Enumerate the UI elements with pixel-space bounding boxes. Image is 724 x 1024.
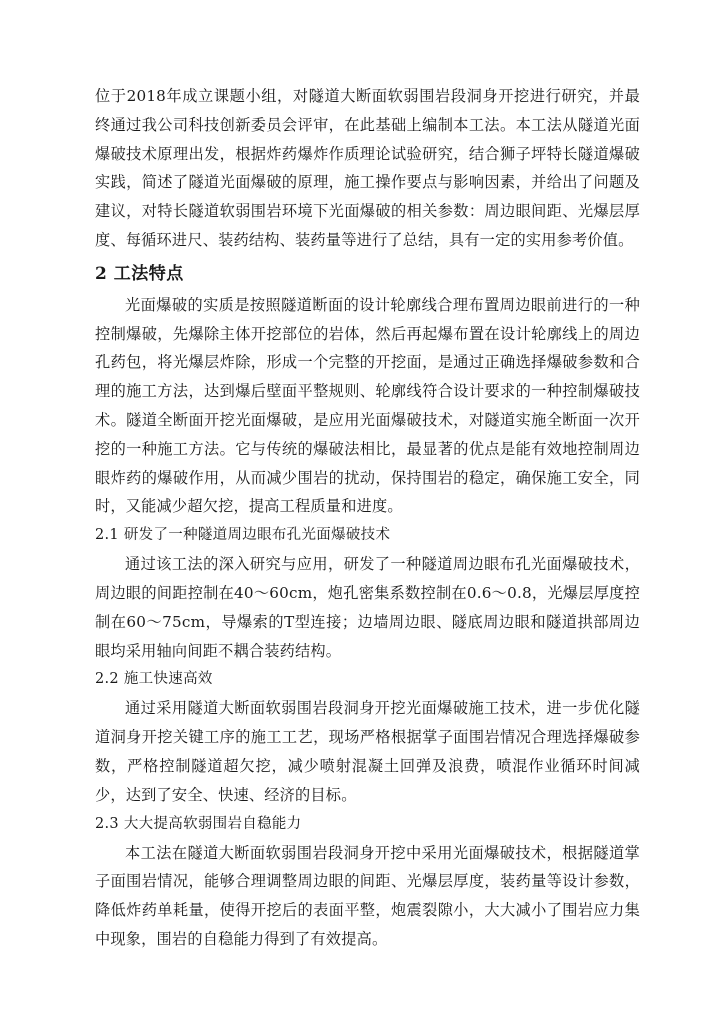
- document-page: [95, 82, 640, 954]
- section-2-paragraph: 光面爆破的实质是按照隧道断面的设计轮廓线合理布置周边眼前进行的一种控制爆破，先爆除主体开挖部位的岩体，然后再起爆布置在设计轮廓线上的周边孔药包，将光爆层炸除，形成一个完整的开挖面，是通过正确选择爆破参数和合理的施工方法，达到爆后壁面平整规则、轮廓线符合设计要求的一种控制爆破技术。隧道全断面开挖光面爆破，是应用光面爆破技术，对隧道实施全断面一次开挖的一种施工方法。它与传统的爆破法相比，最显著的优点是能有效地控制周边眼炸药的爆破作用，从而减少围岩的扰动，保持围岩的稳定，确保施工安全，同时，又能减少超欠挖，提高工程质量和进度。: [95, 295, 640, 516]
- section-2-1-heading: 2.1 研发了一种隧道周边眼布孔光面爆破技术: [95, 527, 391, 544]
- section-2-1-paragraph: 通过该工法的深入研究与应用，研发了一种隧道周边眼布孔光面爆破技术，周边眼的间距控制在40～60cm，炮孔密集系数控制在0.6～0.8，光爆层厚度控制在60～75cm，导爆索的T型连接；边墙周边眼、隧底周边眼和隧道拱部周边眼均采用轴向间距不耦合装药结构。: [95, 555, 640, 660]
- intro-paragraph: 位于2018年成立课题小组，对隧道大断面软弱围岩段洞身开挖进行研究，并最终通过我公司科技创新委员会评审，在此基础上编制本工法。本工法从隧道光面爆破技术原理出发，根据炸药爆炸作质理论试验研究，结合狮子坪特长隧道爆破实践，简述了隧道光面爆破的原理，施工操作要点与影响因素，并给出了问题及建议，对特长隧道软弱围岩环境下光面爆破的相关参数：周边眼间距、光爆层厚度、每循环进尺、装药结构、装药量等进行了总结，具有一定的实用参考价值。: [95, 87, 640, 249]
- section-2-heading: 2 工法特点: [95, 263, 184, 284]
- section-2-3-heading: 2.3 大大提高软弱围岩自稳能力: [95, 815, 302, 832]
- section-2-2-heading: 2.2 施工快速高效: [95, 671, 213, 688]
- section-2-2-paragraph: 通过采用隧道大断面软弱围岩段洞身开挖光面爆破施工技术，进一步优化隧道洞身开挖关键工序的施工工艺，现场严格根据掌子面围岩情况合理选择爆破参数，严格控制隧道超欠挖，减少喷射混凝土回弹及浪费，喷混作业循环时间减少，达到了安全、快速、经济的目标。: [95, 699, 640, 804]
- section-2-3-paragraph: 本工法在隧道大断面软弱围岩段洞身开挖中采用光面爆破技术，根据隧道掌子面围岩情况，能够合理调整周边眼的间距、光爆层厚度，装药量等设计参数，降低炸药单耗量，使得开挖后的表面平整，炮震裂隙小，大大减小了围岩应力集中现象，围岩的自稳能力得到了有效提高。: [95, 843, 640, 948]
